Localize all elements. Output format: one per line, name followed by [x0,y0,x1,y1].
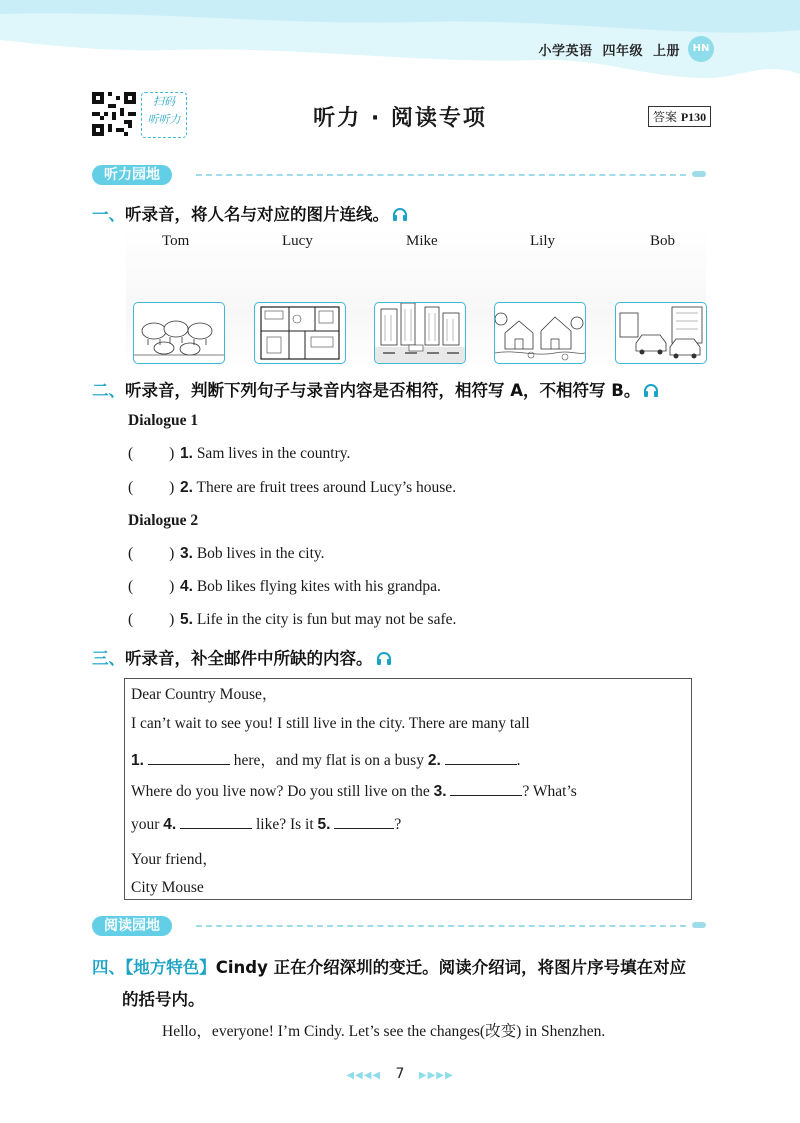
email-line-2: I can’t wait to see you! I still live in the city. There are many tall [131,715,530,732]
q1-heading: 一、听录音，将人名与对应的图片连线。 [92,201,408,225]
email-closing: Your friend， [131,851,218,868]
email-line-5: your 4. like? Is it 5. ? [131,816,402,833]
dialogue-1-label: Dialogue 1 [128,412,199,429]
fill-blank-1[interactable] [148,750,230,765]
q4-heading: 四、【地方特色】Cindy 正在介绍深圳的变迁。阅读介绍词，将图片序号填在对应 的括号内。 [92,958,687,1009]
email-box [124,678,692,900]
email-greeting: Dear Country Mouse， [131,686,278,703]
name-lucy: Lucy [282,233,313,249]
page-number: ◀◀◀◀ 7 ▶▶▶▶ [346,1066,454,1082]
q2-item-3: ( ) 3. Bob lives in the city. [128,545,325,562]
name-mike: Mike [406,233,438,249]
q2-item-4: ( ) 4. Bob likes flying kites with his grandpa. [128,578,441,595]
fill-blank-5[interactable] [334,814,394,829]
fill-blank-2[interactable] [445,750,517,765]
headphone-icon[interactable] [643,383,659,397]
name-tom: Tom [162,233,190,249]
village-icon [495,303,585,363]
fill-blank-4[interactable] [180,814,252,829]
answer-reference[interactable]: 答案 P130 [648,106,711,127]
picture-city-street[interactable] [374,302,466,364]
q4-intro: Hello，everyone! I’m Cindy. Let’s see the changes(改变) in Shenzhen. [162,1023,606,1040]
fill-blank-3[interactable] [450,781,522,796]
traffic-icon [616,303,706,363]
left-arrows-icon: ◀◀◀◀ [346,1070,382,1081]
picture-village-houses[interactable] [494,302,586,364]
header-subject: 小学英语 [538,44,593,59]
region-badge: HN [688,36,714,62]
q3-heading: 三、听录音，补全邮件中所缺的内容。 [92,645,392,669]
qr-caption: 扫码 听听力 [141,92,187,138]
q2-item-5: ( ) 5. Life in the city is fun but may not be safe. [128,611,457,628]
q2-item-1: ( ) 1. Sam lives in the country. [128,445,351,462]
picture-sheep-farm[interactable] [133,302,225,364]
picture-flat-floorplan[interactable] [254,302,346,364]
right-arrows-icon: ▶▶▶▶ [418,1070,454,1081]
section-divider [196,174,686,176]
q2-heading: 二、听录音，判断下列句子与录音内容是否相符，相符写 A，不相符写 B。 [92,377,659,401]
header-volume: 上册 [652,44,680,59]
name-bob: Bob [650,233,676,249]
divider-end [692,922,706,928]
divider-end [692,171,706,177]
local-feature-tag: 【地方特色】 [125,958,216,977]
floorplan-icon [255,303,345,363]
section-tag-reading: 阅读园地 [92,916,172,936]
dialogue-2-label: Dialogue 2 [128,512,199,529]
email-line-3: 1. here，and my flat is on a busy 2. . [131,752,521,769]
name-lily: Lily [530,233,555,249]
email-signature: City Mouse [131,879,204,896]
sheep-farm-icon [134,303,224,363]
headphone-icon[interactable] [392,207,408,221]
headphone-icon[interactable] [376,651,392,665]
page-title: 听力 · 阅读专项 [313,106,487,131]
q2-item-2: ( ) 2. There are fruit trees around Lucy’s house. [128,479,457,496]
section-divider [196,925,686,927]
email-line-4: Where do you live now? Do you still live on the 3. ? What’s [131,783,577,800]
city-street-icon [375,303,465,363]
section-tag-listening: 听力园地 [92,165,172,185]
picture-traffic-cars[interactable] [615,302,707,364]
header-info [528,40,712,59]
header-grade: 四年级 [602,44,643,59]
